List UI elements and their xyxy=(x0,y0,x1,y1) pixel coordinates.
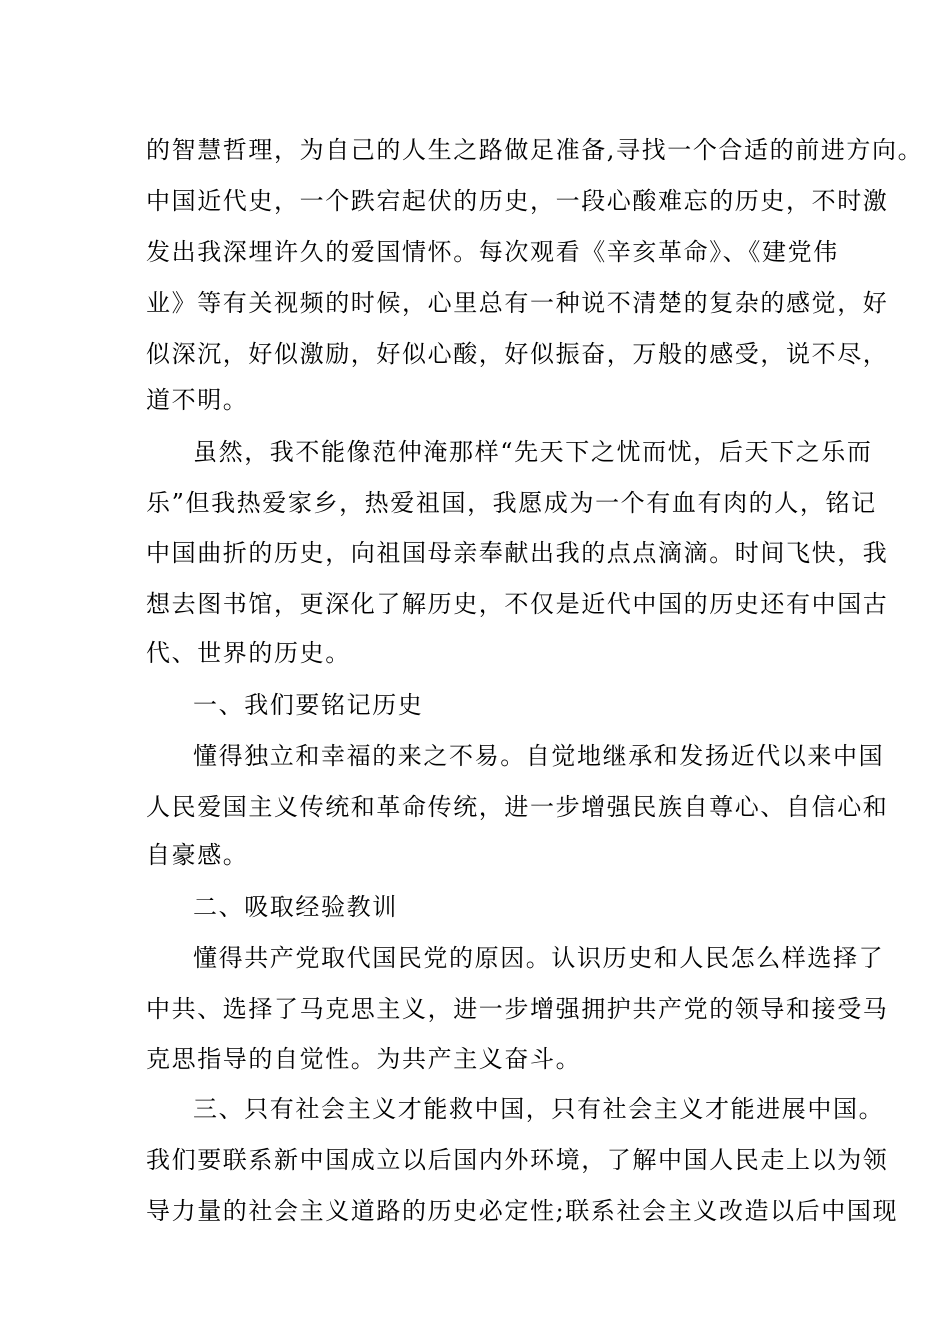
section-heading: 三、只有社会主义才能救中国，只有社会主义才能进展中国。 xyxy=(193,1095,885,1123)
paragraph-line: 人民爱国主义传统和革命传统，进一步增强民族自尊心、自信心和 xyxy=(146,793,889,821)
paragraph-line: 中国曲折的历史，向祖国母亲奉献出我的点点滴滴。时间飞快，我 xyxy=(146,539,889,567)
paragraph-line: 导力量的社会主义道路的历史必定性;联系社会主义改造以后中国现 xyxy=(146,1197,899,1225)
paragraph-line: 虽然，我不能像范仲淹那样“先天下之忧而忧，后天下之乐而 xyxy=(193,438,873,466)
paragraph-line: 的智慧哲理，为自己的人生之路做足准备,寻找一个合适的前进方向。 xyxy=(146,136,924,164)
paragraph-line: 自豪感。 xyxy=(146,841,249,869)
paragraph-line: 克思指导的自觉性。为共产主义奋斗。 xyxy=(146,1045,582,1073)
paragraph-line: 业》等有关视频的时候，心里总有一种说不清楚的复杂的感觉，好 xyxy=(146,289,889,317)
paragraph-line: 懂得独立和幸福的来之不易。自觉地继承和发扬近代以来中国 xyxy=(193,742,885,770)
paragraph-line: 乐”但我热爱家乡，热爱祖国，我愿成为一个有血有肉的人，铭记 xyxy=(146,489,877,517)
paragraph-line: 我们要联系新中国成立以后国内外环境，了解中国人民走上以为领 xyxy=(146,1146,889,1174)
paragraph-line: 中共、选择了马克思主义，进一步增强拥护共产党的领导和接受马 xyxy=(146,995,889,1023)
section-heading: 一、我们要铭记历史 xyxy=(193,691,424,719)
paragraph-line: 道不明。 xyxy=(146,386,249,414)
paragraph-line: 发出我深埋许久的爱国情怀。每次观看《辛亥革命》、《建党伟 xyxy=(146,238,839,266)
paragraph-line: 想去图书馆，更深化了解历史，不仅是近代中国的历史还有中国古 xyxy=(146,590,889,618)
paragraph-line: 似深沉，好似激励，好似心酸，好似振奋，万般的感受，说不尽， xyxy=(146,340,889,368)
paragraph-line: 中国近代史，一个跌宕起伏的历史，一段心酸难忘的历史，不时激 xyxy=(146,187,889,215)
paragraph-line: 懂得共产党取代国民党的原因。认识历史和人民怎么样选择了 xyxy=(193,944,885,972)
section-heading: 二、吸取经验教训 xyxy=(193,893,398,921)
paragraph-line: 代、世界的历史。 xyxy=(146,639,351,667)
